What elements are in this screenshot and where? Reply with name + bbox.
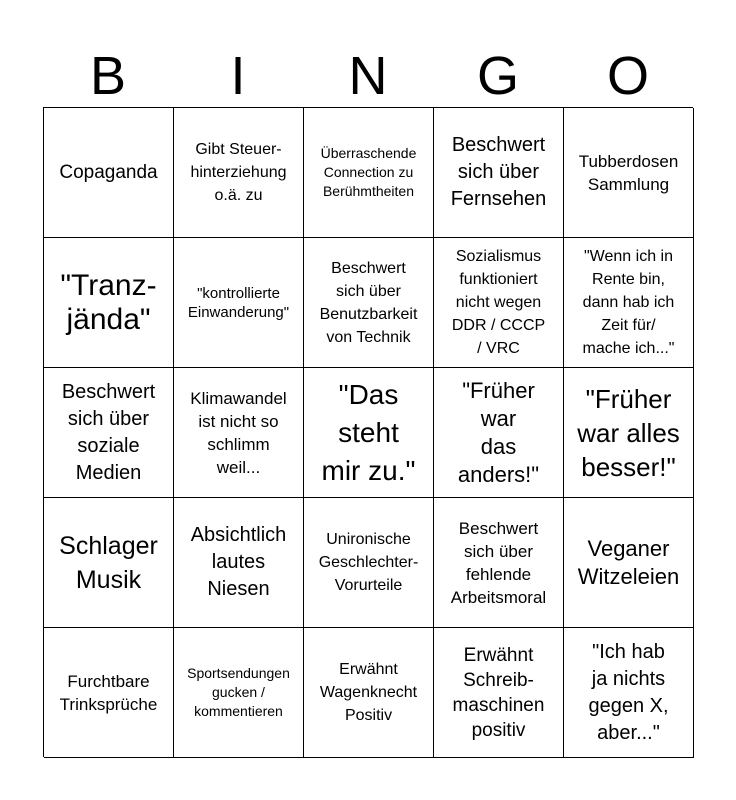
bingo-cell-r3-c5[interactable] — [564, 368, 694, 498]
cell-text: Beschwert sich über soziale Medien — [61, 380, 156, 484]
bingo-cell-r5-c1[interactable] — [44, 628, 174, 758]
cell-text: Schlager Musik — [59, 531, 158, 594]
bingo-cell-r5-c3[interactable] — [304, 628, 434, 758]
cell-text: Veganer Witzeleien — [577, 535, 680, 589]
bingo-cell-r1-c4[interactable] — [434, 108, 564, 238]
bingo-cell-r3-c4[interactable] — [434, 368, 564, 498]
bingo-cell-r4-c4[interactable] — [434, 498, 564, 628]
bingo-cell-r5-c4[interactable] — [434, 628, 564, 758]
cell-text: "Früher war alles besser!" — [577, 383, 680, 482]
cell-text: Beschwert sich über Benutzbarkeit von Technik — [319, 259, 418, 346]
cell-text: "Tranz- jända" — [60, 268, 157, 336]
bingo-cell-r2-c3[interactable] — [304, 238, 434, 368]
bingo-cell-r4-c5[interactable] — [564, 498, 694, 628]
bingo-cell-r1-c1[interactable] — [44, 108, 174, 238]
header-letter-b: B — [89, 46, 127, 106]
bingo-cell-r4-c2[interactable] — [174, 498, 304, 628]
bingo-cell-r1-c2[interactable] — [174, 108, 304, 238]
cell-text: Sozialismus funktioniert nicht wegen DDR / CCCP / VRC — [451, 248, 546, 357]
bingo-cell-r2-c2[interactable] — [174, 238, 304, 368]
cell-text: Überraschende Connection zu Berühmtheiten — [320, 145, 417, 199]
cell-text: Erwähnt Wagenknecht Positiv — [319, 661, 418, 724]
cell-text: Copaganda — [59, 162, 158, 183]
bingo-header — [43, 44, 693, 108]
header-letter-n: N — [348, 46, 388, 106]
cell-text: Erwähnt Schreib- maschinen positiv — [452, 644, 545, 741]
bingo-cell-r4-c1[interactable] — [44, 498, 174, 628]
cell-text: Beschwert sich über fehlende Arbeitsmoral — [450, 518, 547, 607]
bingo-cell-r3-c1[interactable] — [44, 368, 174, 498]
bingo-cell-r1-c5[interactable] — [564, 108, 694, 238]
header-letter-i: I — [230, 46, 246, 106]
bingo-cell-r2-c1[interactable] — [44, 238, 174, 368]
bingo-cell-r3-c2[interactable] — [174, 368, 304, 498]
bingo-cell-r5-c5[interactable] — [564, 628, 694, 758]
cell-text: Furchtbare Trinksprüche — [59, 671, 158, 714]
cell-text: "Früher war das anders!" — [457, 377, 540, 487]
bingo-cell-r5-c2[interactable] — [174, 628, 304, 758]
cell-text: "Das steht mir zu." — [321, 378, 416, 486]
cell-text: Unironische Geschlechter- Vorurteile — [318, 531, 419, 594]
header-letter-o: O — [606, 46, 649, 106]
cell-text: Gibt Steuer- hinterziehung o.ä. zu — [190, 141, 287, 204]
bingo-cell-r4-c3[interactable] — [304, 498, 434, 628]
cell-text: Beschwert sich über Fernsehen — [450, 134, 547, 210]
bingo-grid — [43, 107, 693, 757]
cell-text: Absichtlich lautes Niesen — [190, 524, 287, 600]
cell-text: "kontrollierte Einwanderung" — [187, 284, 290, 321]
cell-text: Sportsendungen gucken / kommentieren — [187, 665, 290, 719]
bingo-cell-r2-c4[interactable] — [434, 238, 564, 368]
cell-text: "Ich hab ja nichts gegen X, aber..." — [588, 640, 669, 744]
bingo-cell-r3-c3[interactable] — [304, 368, 434, 498]
header-letter-g: G — [476, 46, 519, 106]
bingo-cell-r1-c3[interactable] — [304, 108, 434, 238]
cell-text: "Wenn ich in Rente bin, dann hab ich Zeit für/ mache ich..." — [582, 248, 675, 357]
cell-text: Klimawandel ist nicht so schlimm weil... — [190, 388, 287, 477]
bingo-cell-r2-c5[interactable] — [564, 238, 694, 368]
cell-text: Tubberdosen Sammlung — [578, 151, 679, 194]
